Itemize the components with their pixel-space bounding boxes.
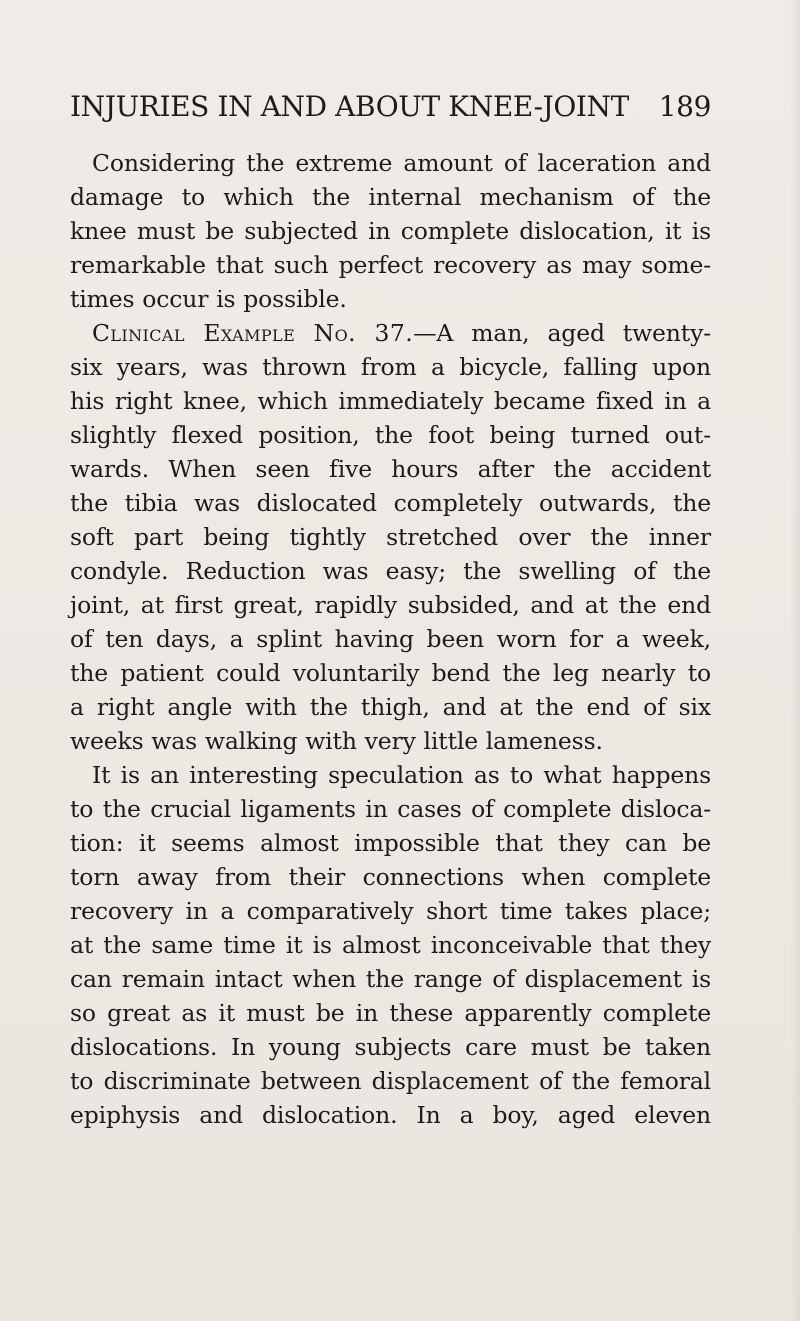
- text-line: the patient could voluntarily bend the leg nearly to: [70, 659, 711, 687]
- text-line: knee must be subjected in complete dislocation, it is: [70, 217, 711, 245]
- text-line: damage to which the internal mechanism of the: [70, 183, 711, 211]
- text-line: epiphysis and dislocation. In a boy, aged eleven: [70, 1101, 711, 1129]
- text-line: six years, was thrown from a bicycle, falling upon: [70, 353, 711, 381]
- text-line: slightly flexed position, the foot being turned out-: [70, 421, 711, 449]
- text-line: recovery in a comparatively short time takes place;: [70, 897, 711, 925]
- text-line: remarkable that such perfect recovery as may some-: [70, 251, 711, 279]
- text-line: weeks was walking with very little lameness.: [70, 727, 603, 755]
- text-line: a right angle with the thigh, and at the end of six: [70, 693, 711, 721]
- running-head: INJURIES IN AND ABOUT KNEE-JOINT: [70, 90, 629, 123]
- text-line: condyle. Reduction was easy; the swelling of the: [70, 557, 711, 585]
- text-line: joint, at first great, rapidly subsided, and at the end: [70, 591, 711, 619]
- clinical-example-text: —A man, aged twenty-: [413, 319, 712, 347]
- text-line: his right knee, which immediately became fixed in a: [70, 387, 711, 415]
- text-line: tion: it seems almost impossible that they can be: [70, 829, 711, 857]
- text-line: of ten days, a splint having been worn for a week,: [70, 625, 711, 653]
- clinical-example-heading: Clinical Example No. 37.: [92, 319, 414, 347]
- page-header: [70, 87, 711, 127]
- text-line: torn away from their connections when complete: [70, 863, 711, 891]
- text-line: times occur is possible.: [70, 285, 347, 313]
- text-line: to the crucial ligaments in cases of complete disloca-: [70, 795, 711, 823]
- text-line: soft part being tightly stretched over the inner: [70, 523, 711, 551]
- page-edge-shadow: [790, 0, 800, 1321]
- text-line: It is an interesting speculation as to what happens: [92, 761, 711, 789]
- text-line: the tibia was dislocated completely outwards, the: [70, 489, 711, 517]
- text-line: wards. When seen five hours after the accident: [70, 455, 711, 483]
- page-number: 189: [658, 90, 711, 123]
- text-line: can remain intact when the range of displacement is: [70, 965, 711, 993]
- text-line: so great as it must be in these apparently complete: [70, 999, 711, 1027]
- text-line: at the same time it is almost inconceivable that they: [70, 931, 711, 959]
- text-line: dislocations. In young subjects care must be taken: [70, 1033, 711, 1061]
- body-text: [70, 146, 711, 1132]
- text-line: Considering the extreme amount of laceration and: [92, 149, 711, 177]
- text-line: to discriminate between displacement of the femoral: [70, 1067, 711, 1095]
- clinical-example-line: [70, 316, 711, 350]
